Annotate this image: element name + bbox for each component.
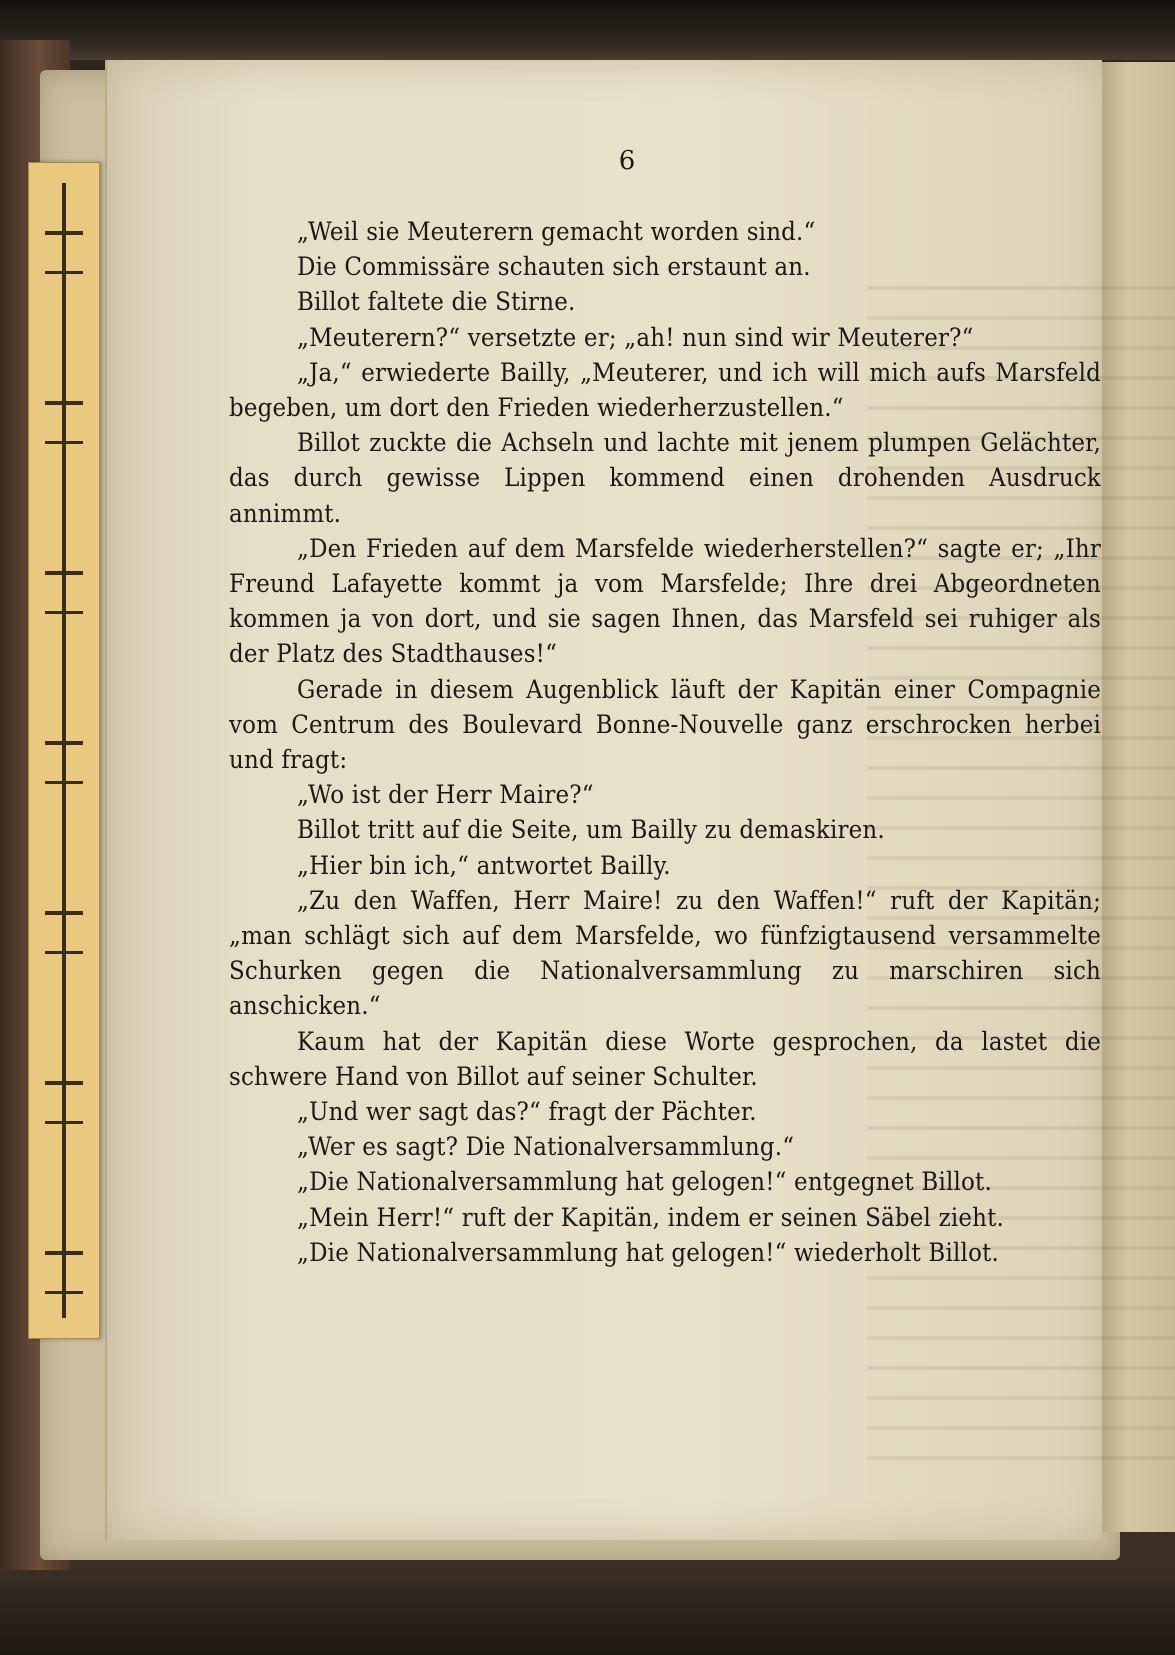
paragraph: „Ja,“ erwiederte Bailly, „Meuterer, und ich will mich aufs Marsfeld begeben, um dort den Frieden wiederherzustellen.“ — [229, 357, 1101, 424]
ribbon-ornament-pattern — [45, 183, 83, 1318]
paragraph: Billot zuckte die Achseln und lachte mit jenem plumpen Gelächter, das durch gewisse Lippen kommend einen drohenden Ausdruck annimmt. — [229, 428, 1101, 529]
paragraph: „Zu den Waffen, Herr Maire! zu den Waffen!“ ruft der Kapitän; „man schlägt sich auf dem Marsfelde, wo fünfzigtausend versammelte Schurken gegen die Nationalversammlung zu marschiren sich anschicken.“ — [229, 885, 1101, 1022]
page-body-text — [229, 215, 1101, 1271]
book-page — [105, 60, 1102, 1540]
page-number: 6 — [618, 146, 636, 176]
paragraph: Gerade in diesem Augenblick läuft der Kapitän einer Compagnie vom Centrum des Boulevard Bonne-Nouvelle ganz erschrocken herbei und fragt: — [229, 674, 1101, 776]
book-cover-top — [0, 0, 1175, 60]
paragraph: „Die Nationalversammlung hat gelogen!“ entgegnet Billot. — [297, 1167, 992, 1198]
bookmark-ribbon — [28, 162, 100, 1339]
paragraph: „Wo ist der Herr Maire?“ — [297, 780, 594, 811]
paragraph: „Wer es sagt? Die Nationalversammlung.“ — [297, 1132, 795, 1163]
paragraph: Kaum hat der Kapitän diese Worte gesprochen, da lastet die schwere Hand von Billot auf seiner Schulter. — [229, 1026, 1101, 1092]
paragraph: „Die Nationalversammlung hat gelogen!“ wiederholt Billot. — [297, 1237, 999, 1268]
paragraph: „Den Frieden auf dem Marsfelde wiederherstellen?“ sagte er; „Ihr Freund Lafayette kommt ja vom Marsfelde; Ihre drei Abgeordneten kommen ja von dort, und sie sagen Ihnen, das Marsfeld sei ruhiger als der Platz des Stadthauses!“ — [229, 533, 1101, 670]
paragraph: „Meuterern?“ versetzte er; „ah! nun sind wir Meuterer?“ — [297, 322, 974, 353]
paragraph: „Weil sie Meuterern gemacht worden sind.“ — [297, 217, 816, 247]
book-cover-bottom — [0, 1570, 1175, 1655]
paragraph: Die Commissäre schauten sich erstaunt an. — [297, 252, 811, 283]
paragraph: Billot tritt auf die Seite, um Bailly zu demaskiren. — [297, 815, 885, 846]
paragraph: „Und wer sagt das?“ fragt der Pächter. — [297, 1097, 757, 1128]
paragraph: „Mein Herr!“ ruft der Kapitän, indem er seinen Säbel zieht. — [297, 1202, 1005, 1233]
paragraph: Billot faltete die Stirne. — [297, 287, 576, 318]
paragraph: „Hier bin ich,“ antwortet Bailly. — [297, 850, 671, 881]
